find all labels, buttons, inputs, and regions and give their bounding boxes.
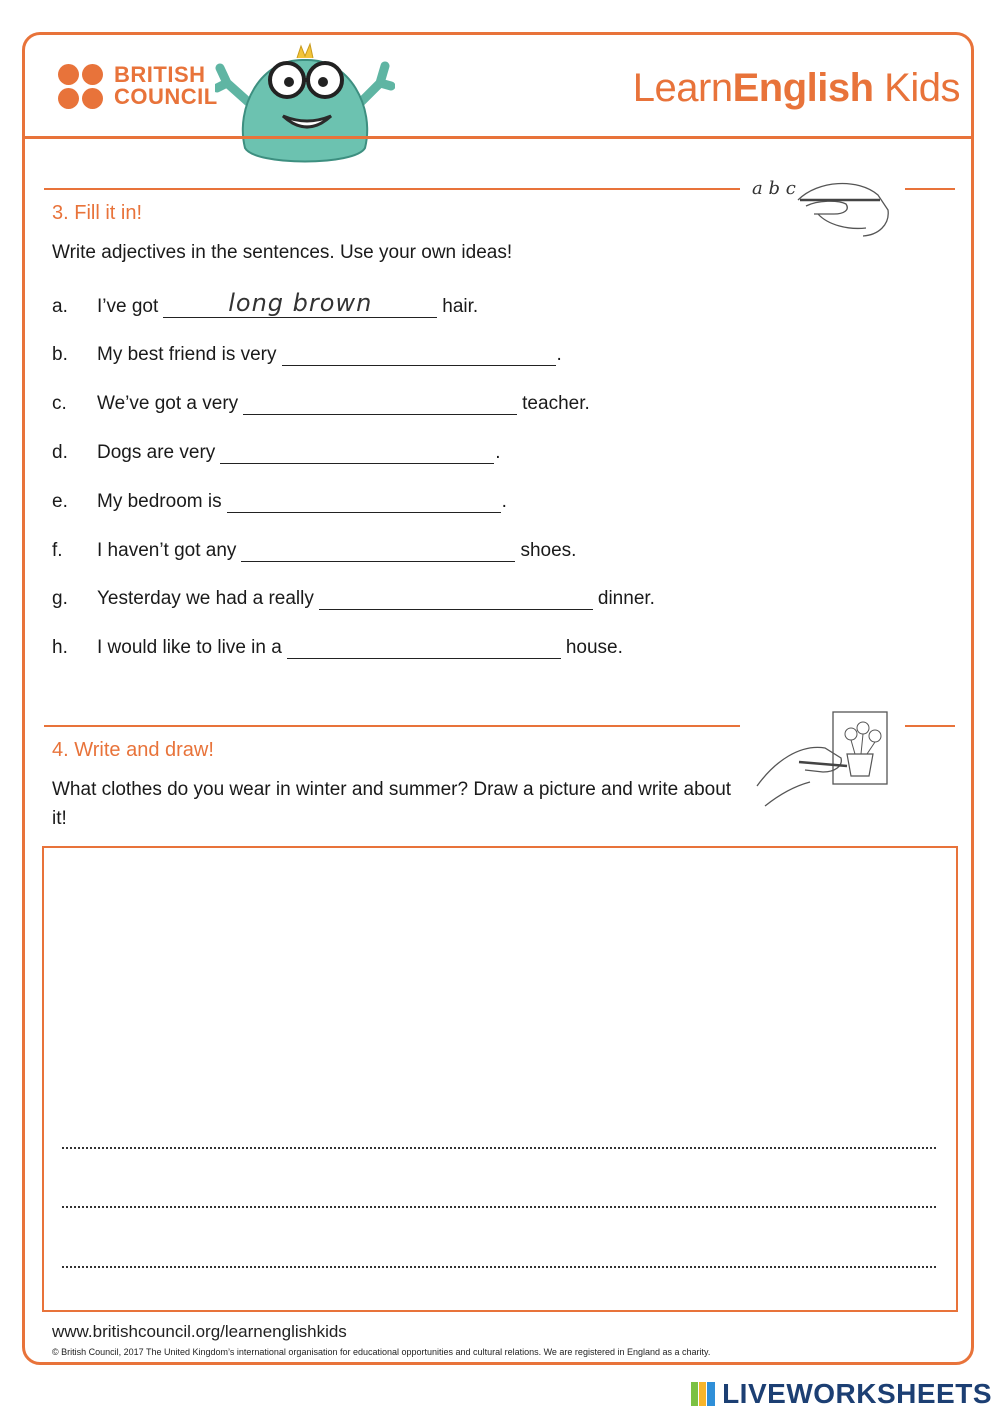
section4-title: 4. Write and draw! (52, 739, 214, 761)
item-text-after: teacher. (522, 393, 590, 414)
writing-line-3[interactable] (62, 1266, 936, 1268)
lek-kids: Kids (873, 66, 960, 110)
writing-hand-icon (748, 170, 898, 245)
item-text-after: house. (565, 637, 623, 658)
item-letter: g. (52, 588, 68, 609)
section3-rule-right (905, 188, 955, 190)
item-text-after: . (495, 442, 501, 463)
answer-blank[interactable] (282, 339, 556, 366)
learnenglish-kids-logo (633, 66, 960, 111)
monster-mascot-icon (215, 38, 395, 168)
writing-line-2[interactable] (62, 1206, 936, 1208)
british-council-line1: BRITISH (114, 62, 206, 87)
item-text-before: My best friend is very (97, 344, 277, 365)
answer-blank[interactable] (287, 632, 561, 659)
header-divider (24, 136, 974, 139)
item-letter: d. (52, 442, 68, 463)
footer-copyright: © British Council, 2017 The United Kingdom’s international organisation for educational opportunities and cultural relations. We are registered in England as a charity. (52, 1347, 711, 1357)
section3-rule-left (44, 188, 740, 190)
item-text-before: I’ve got (97, 296, 159, 317)
answer-blank[interactable] (319, 583, 593, 610)
liveworksheets-text: LIVEWORKSHEETS (722, 1378, 992, 1409)
item-text-before: We’ve got a very (97, 393, 239, 414)
item-sentence (97, 535, 576, 562)
writing-line-1[interactable] (62, 1147, 936, 1149)
liveworksheets-icon (690, 1381, 716, 1407)
footer-url[interactable]: www.britishcouncil.org/learnenglishkids (52, 1322, 347, 1341)
section4-instruction: What clothes do you wear in winter and summer? Draw a picture and write about it! (52, 779, 732, 829)
section3-instruction: Write adjectives in the sentences. Use your own ideas! (52, 242, 513, 263)
item-text-after: shoes. (520, 540, 577, 561)
item-text-before: Yesterday we had a really (97, 588, 314, 609)
section4-rule-left (44, 725, 740, 727)
answer-blank[interactable] (241, 535, 515, 562)
answer-blank[interactable] (220, 437, 494, 464)
drawing-hand-illustration (755, 706, 895, 814)
item-text-after: . (556, 344, 562, 365)
section4-rule-right (905, 725, 955, 727)
item-letter: a. (52, 296, 68, 317)
item-text-before: I haven’t got any (97, 540, 237, 561)
item-letter: b. (52, 344, 68, 365)
item-sentence (97, 632, 623, 659)
item-text-before: I would like to live in a (97, 637, 282, 658)
item-sentence (97, 486, 507, 513)
item-text-after: hair. (442, 296, 479, 317)
item-text-before: Dogs are very (97, 442, 216, 463)
item-sentence (97, 388, 590, 415)
item-text-after: . (501, 491, 507, 512)
section3-title: 3. Fill it in! (52, 202, 143, 224)
item-letter: c. (52, 393, 67, 414)
abc-label: a b c (752, 178, 796, 199)
british-council-dots-icon (58, 62, 106, 110)
drawing-area[interactable] (42, 846, 958, 1312)
writing-hand-illustration (748, 170, 898, 245)
answer-blank[interactable] (227, 486, 501, 513)
item-sentence (97, 291, 478, 318)
liveworksheets-logo (690, 1378, 992, 1410)
item-sentence (97, 583, 655, 610)
item-letter: f. (52, 540, 63, 561)
item-text-before: My bedroom is (97, 491, 222, 512)
item-text-after: dinner. (597, 588, 655, 609)
item-letter: h. (52, 637, 68, 658)
answer-blank[interactable] (163, 291, 437, 318)
item-sentence (97, 339, 562, 366)
lek-light: Learn (632, 66, 733, 110)
british-council-line2: COUNCIL (114, 84, 218, 109)
answer-blank[interactable] (243, 388, 517, 415)
item-sentence (97, 437, 501, 464)
lek-bold: English (732, 66, 874, 110)
item-letter: e. (52, 491, 68, 512)
answer-text: long brown (228, 289, 373, 317)
